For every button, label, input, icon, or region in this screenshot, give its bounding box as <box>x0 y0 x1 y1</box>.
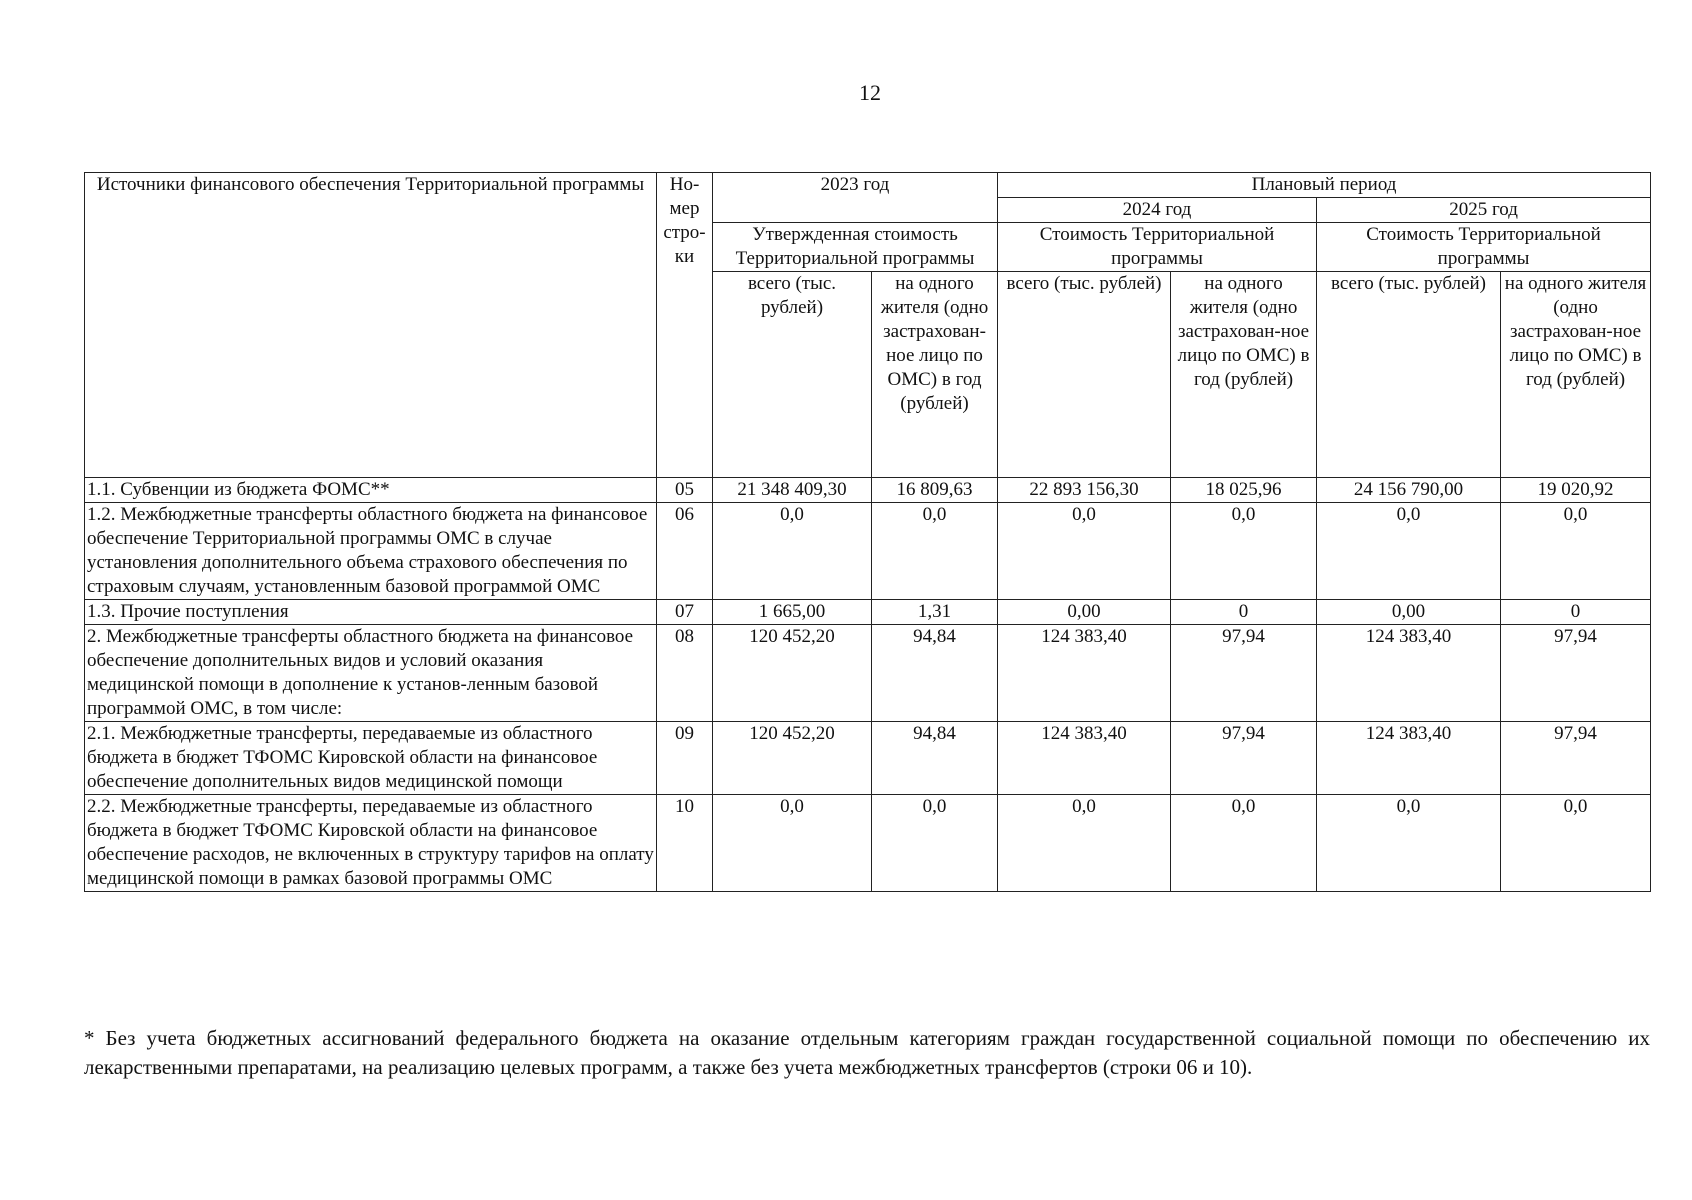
cell-per-resident-2023: 1,31 <box>872 600 998 625</box>
row-number: 05 <box>657 478 713 503</box>
cell-per-resident-2023: 94,84 <box>872 625 998 722</box>
cell-total-2025: 24 156 790,00 <box>1317 478 1501 503</box>
cell-per-resident-2025: 0 <box>1501 600 1651 625</box>
cell-per-resident-2024: 0,0 <box>1171 795 1317 892</box>
cell-total-2024: 0,00 <box>998 600 1171 625</box>
cell-per-resident-2025: 97,94 <box>1501 625 1651 722</box>
table-row <box>85 722 1651 795</box>
header-total-2024: всего (тыс. рублей) <box>998 272 1171 478</box>
row-name: 1.1. Субвенции из бюджета ФОМС** <box>85 478 657 503</box>
header-cost-2025: Стоимость Территориальной программы <box>1317 223 1651 272</box>
cell-total-2025: 124 383,40 <box>1317 722 1501 795</box>
table-row <box>85 478 1651 503</box>
header-year-2025: 2025 год <box>1317 198 1651 223</box>
row-number: 07 <box>657 600 713 625</box>
row-number: 10 <box>657 795 713 892</box>
row-name: 1.2. Межбюджетные трансферты областного бюджета на финансовое обеспечение Территориальной программы ОМС в случае установления дополнительного объема страхового обеспечения по страховым случаям, установленным базовой программой ОМС <box>85 503 657 600</box>
header-total-2023: всего (тыс. рублей) <box>713 272 872 478</box>
header-planned-period: Плановый период <box>998 173 1651 198</box>
header-sources: Источники финансового обеспечения Территориальной программы <box>85 173 657 478</box>
table-row <box>85 503 1651 600</box>
cell-total-2025: 0,0 <box>1317 795 1501 892</box>
cell-per-resident-2024: 97,94 <box>1171 625 1317 722</box>
cell-per-resident-2023: 0,0 <box>872 503 998 600</box>
table-row <box>85 795 1651 892</box>
header-per-resident-2024: на одного жителя (одно застрахован-ное лицо по ОМС) в год (рублей) <box>1171 272 1317 478</box>
cell-total-2024: 0,0 <box>998 795 1171 892</box>
financing-table <box>84 172 1651 892</box>
cell-total-2024: 124 383,40 <box>998 625 1171 722</box>
header-year-2024: 2024 год <box>998 198 1317 223</box>
cell-total-2023: 1 665,00 <box>713 600 872 625</box>
cell-per-resident-2025: 97,94 <box>1501 722 1651 795</box>
cell-total-2023: 120 452,20 <box>713 625 872 722</box>
cell-per-resident-2023: 94,84 <box>872 722 998 795</box>
header-approved-cost: Утвержденная стоимость Территориальной программы <box>713 223 998 272</box>
cell-per-resident-2024: 0,0 <box>1171 503 1317 600</box>
header-year-2023: 2023 год <box>713 173 998 223</box>
cell-total-2024: 124 383,40 <box>998 722 1171 795</box>
cell-per-resident-2023: 16 809,63 <box>872 478 998 503</box>
cell-total-2023: 0,0 <box>713 795 872 892</box>
row-number: 09 <box>657 722 713 795</box>
cell-per-resident-2025: 0,0 <box>1501 795 1651 892</box>
cell-total-2024: 0,0 <box>998 503 1171 600</box>
row-name: 2.1. Межбюджетные трансферты, передаваемые из областного бюджета в бюджет ТФОМС Кировской области на финансовое обеспечение дополнительных видов медицинской помощи <box>85 722 657 795</box>
cell-total-2025: 0,00 <box>1317 600 1501 625</box>
cell-total-2025: 0,0 <box>1317 503 1501 600</box>
row-name: 2. Межбюджетные трансферты областного бюджета на финансовое обеспечение дополнительных видов и условий оказания медицинской помощи в дополнение к установ-ленным базовой программой ОМС, в том числе: <box>85 625 657 722</box>
row-number: 08 <box>657 625 713 722</box>
cell-per-resident-2025: 0,0 <box>1501 503 1651 600</box>
table-row <box>85 625 1651 722</box>
header-total-2025: всего (тыс. рублей) <box>1317 272 1501 478</box>
cell-per-resident-2025: 19 020,92 <box>1501 478 1651 503</box>
row-number: 06 <box>657 503 713 600</box>
cell-total-2025: 124 383,40 <box>1317 625 1501 722</box>
page-number: 12 <box>859 80 881 105</box>
row-name: 2.2. Межбюджетные трансферты, передаваемые из областного бюджета в бюджет ТФОМС Кировской области на финансовое обеспечение расходов, не включенных в структуру тарифов на оплату медицинской помощи в рамках базовой программы ОМС <box>85 795 657 892</box>
cell-total-2023: 120 452,20 <box>713 722 872 795</box>
cell-per-resident-2024: 0 <box>1171 600 1317 625</box>
cell-total-2023: 21 348 409,30 <box>713 478 872 503</box>
header-cost-2024: Стоимость Территориальной программы <box>998 223 1317 272</box>
cell-per-resident-2023: 0,0 <box>872 795 998 892</box>
cell-per-resident-2024: 97,94 <box>1171 722 1317 795</box>
table-row <box>85 600 1651 625</box>
cell-total-2024: 22 893 156,30 <box>998 478 1171 503</box>
header-per-resident-2023: на одного жителя (одно застрахован-ное лицо по ОМС) в год (рублей) <box>872 272 998 478</box>
cell-total-2023: 0,0 <box>713 503 872 600</box>
header-per-resident-2025: на одного жителя (одно застрахован-ное лицо по ОМС) в год (рублей) <box>1501 272 1651 478</box>
row-name: 1.3. Прочие поступления <box>85 600 657 625</box>
header-row-number: Но-мер стро-ки <box>657 173 713 478</box>
footnote: * Без учета бюджетных ассигнований федерального бюджета на оказание отдельным категориям граждан государственной социальной помощи по обеспечению их лекарственными препаратами, на реализацию целевых программ, а также без учета межбюджетных трансфертов (строки 06 и 10). <box>84 1026 1650 1079</box>
cell-per-resident-2024: 18 025,96 <box>1171 478 1317 503</box>
